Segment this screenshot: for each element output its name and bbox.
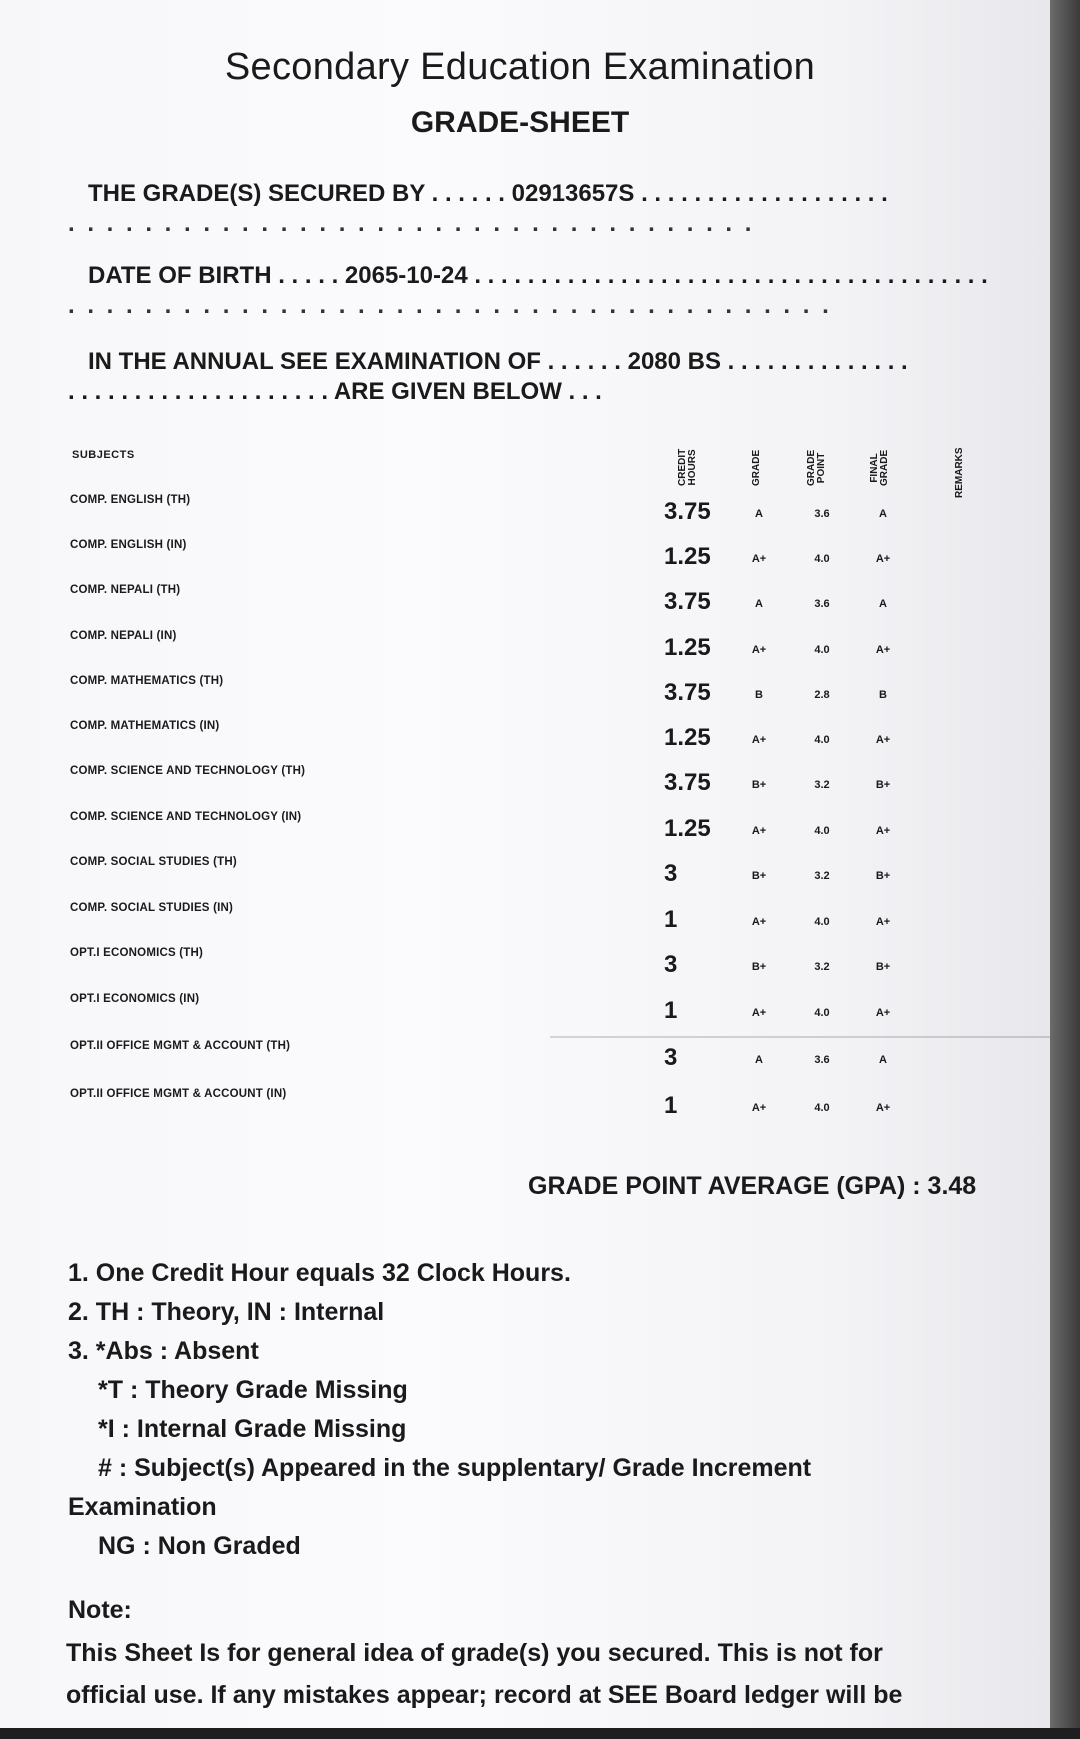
notes-list (68, 1254, 811, 1566)
table-row (0, 902, 1040, 942)
grade: A+ (751, 1007, 767, 1019)
table-row (0, 947, 1040, 987)
subject-name: COMP. MATHEMATICS (TH) (70, 675, 224, 687)
secured-by-label: THE GRADE(S) SECURED BY (88, 180, 425, 207)
grade-point: 4.0 (814, 644, 830, 656)
subject-name: OPT.II OFFICE MGMT & ACCOUNT (TH) (70, 1040, 291, 1052)
grade-point: 4.0 (814, 734, 830, 746)
subject-name: COMP. SOCIAL STUDIES (IN) (70, 902, 234, 914)
note-item: *T : Theory Grade Missing (98, 1376, 408, 1404)
remarks-header: REMARKS (954, 447, 965, 498)
credit-hours: 1 (664, 906, 678, 933)
subject-name: COMP. NEPALI (TH) (70, 584, 181, 596)
grade-point: 3.2 (814, 779, 830, 791)
final-grade: B+ (875, 961, 891, 973)
grade: A+ (751, 734, 767, 746)
credit-hours: 1.25 (664, 543, 711, 570)
dob-line: DATE OF BIRTH . . . . . 2065-10-24 . . . . . . . . . . . . . . . . . . . . . . . . . . . . . . . . . . . . . . . (88, 262, 988, 289)
final-grade: B (879, 689, 887, 701)
exam-year: 2080 BS (627, 348, 721, 375)
table-row (0, 539, 1040, 579)
subject-name: COMP. SOCIAL STUDIES (TH) (70, 856, 237, 868)
final-grade-header: FINAL GRADE (869, 449, 890, 486)
grade-point: 3.6 (814, 508, 830, 520)
table-row (0, 630, 1040, 670)
table-row (0, 494, 1040, 534)
grade: A (755, 598, 763, 610)
exam-label: IN THE ANNUAL SEE EXAMINATION OF (88, 348, 541, 375)
subject-name: OPT.I ECONOMICS (IN) (70, 993, 200, 1005)
exam-line: IN THE ANNUAL SEE EXAMINATION OF . . . . . . 2080 BS . . . . . . . . . . . . . . (88, 348, 908, 375)
secured-by-line: THE GRADE(S) SECURED BY . . . . . . 02913657S . . . . . . . . . . . . . . . . . . . (88, 180, 888, 207)
paper-fold-line (550, 1036, 1050, 1038)
credit-hours: 1.25 (664, 634, 711, 661)
final-grade: B+ (875, 779, 891, 791)
dotted-line: . . . . . . . . . . . . . . . . . . . . . . . . . . . . . . . . . . . . (68, 210, 755, 237)
grade-header: GRADE (751, 449, 762, 486)
table-row (0, 720, 1040, 760)
credit-hours: 1 (664, 1092, 678, 1119)
grade-point: 4.0 (814, 1007, 830, 1019)
credit-hours: 1 (664, 997, 678, 1024)
note-title: Note: (68, 1596, 132, 1624)
grade: B (755, 689, 763, 701)
note-text: This Sheet Is for general idea of grade(s) you secured. This is not for official use. If any mistakes appear; record at SEE Board ledger will be (66, 1639, 903, 1709)
table-row (0, 1088, 1040, 1128)
final-grade: A+ (875, 916, 891, 928)
grade-point: 3.2 (814, 961, 830, 973)
grade-point: 3.6 (814, 1054, 830, 1066)
subject-name: COMP. ENGLISH (IN) (70, 539, 187, 551)
dob-label: DATE OF BIRTH (88, 262, 272, 289)
given-below-text: ARE GIVEN BELOW . . . (333, 378, 602, 405)
credit-hours: 1.25 (664, 724, 711, 751)
grade-point-header: GRADE POINT (806, 449, 827, 486)
credit-hours: 3 (664, 951, 678, 978)
grade: A+ (751, 916, 767, 928)
final-grade: B+ (875, 870, 891, 882)
final-grade: A (879, 508, 887, 520)
subject-name: COMP. SCIENCE AND TECHNOLOGY (IN) (70, 811, 302, 823)
grade: B+ (751, 870, 767, 882)
table-row (0, 675, 1040, 715)
note-item: # : Subject(s) Appeared in the supplentary/ Grade Increment (98, 1454, 812, 1482)
grade: A+ (751, 1102, 767, 1114)
final-grade: A+ (875, 825, 891, 837)
dob-value: 2065-10-24 (344, 262, 468, 289)
grade-point: 4.0 (814, 553, 830, 565)
grade: A+ (751, 825, 767, 837)
credit-hours: 1.25 (664, 815, 711, 842)
grade-point: 4.0 (814, 916, 830, 928)
grade-point: 3.2 (814, 870, 830, 882)
table-row (0, 584, 1040, 624)
credit-hours: 3.75 (664, 679, 711, 706)
grade-point: 3.6 (814, 598, 830, 610)
table-row (0, 1040, 1040, 1080)
grade-point: 4.0 (814, 825, 830, 837)
final-grade: A+ (875, 553, 891, 565)
subject-name: COMP. NEPALI (IN) (70, 630, 177, 642)
credit-hours: 3.75 (664, 498, 711, 525)
subject-name: COMP. ENGLISH (TH) (70, 494, 191, 506)
credit-hours: 3.75 (664, 588, 711, 615)
table-row (0, 993, 1040, 1033)
final-grade: A+ (875, 644, 891, 656)
subject-name: OPT.II OFFICE MGMT & ACCOUNT (IN) (70, 1088, 287, 1100)
background-strip (0, 1728, 1080, 1739)
grade: A (755, 508, 763, 520)
subject-name: COMP. SCIENCE AND TECHNOLOGY (TH) (70, 765, 306, 777)
credit-hours: 3 (664, 1044, 678, 1071)
grade: B+ (751, 779, 767, 791)
final-grade: A+ (875, 1007, 891, 1019)
credit-hours-header: CREDIT HOURS (677, 448, 698, 486)
note-item: 2. TH : Theory, IN : Internal (68, 1298, 385, 1326)
grade: B+ (751, 961, 767, 973)
gpa-summary: GRADE POINT AVERAGE (GPA) : 3.48 (528, 1172, 977, 1200)
note-item: 1. One Credit Hour equals 32 Clock Hours. (68, 1259, 571, 1287)
final-grade: A (879, 1054, 887, 1066)
final-grade: A+ (875, 1102, 891, 1114)
note-item: NG : Non Graded (98, 1532, 301, 1560)
document-subtitle: GRADE-SHEET (410, 106, 630, 139)
grade-point: 4.0 (814, 1102, 830, 1114)
final-grade: A+ (875, 734, 891, 746)
symbol-number: 02913657S (511, 180, 635, 207)
dotted-line: . . . . . . . . . . . . . . . . . . . . . . . . . . . . . . . . . . . . . . . . (68, 292, 832, 319)
table-row (0, 856, 1040, 896)
subject-name: OPT.I ECONOMICS (TH) (70, 947, 204, 959)
subject-name: COMP. MATHEMATICS (IN) (70, 720, 220, 732)
table-row (0, 765, 1040, 805)
note-item: 3. *Abs : Absent (68, 1337, 259, 1365)
final-grade: A (879, 598, 887, 610)
note-item: Examination (68, 1493, 217, 1521)
grade: A+ (751, 644, 767, 656)
grade: A (755, 1054, 763, 1066)
credit-hours: 3 (664, 860, 678, 887)
given-below-line: . . . . . . . . . . . . . . . . . . . . ARE GIVEN BELOW . . . (68, 378, 602, 405)
credit-hours: 3.75 (664, 769, 711, 796)
grade: A+ (751, 553, 767, 565)
grade-point: 2.8 (814, 689, 830, 701)
subjects-header: SUBJECTS (72, 449, 135, 461)
background-edge (1050, 0, 1080, 1739)
document-title: Secondary Education Examination (224, 46, 816, 88)
table-row (0, 811, 1040, 851)
note-item: *I : Internal Grade Missing (98, 1415, 407, 1443)
